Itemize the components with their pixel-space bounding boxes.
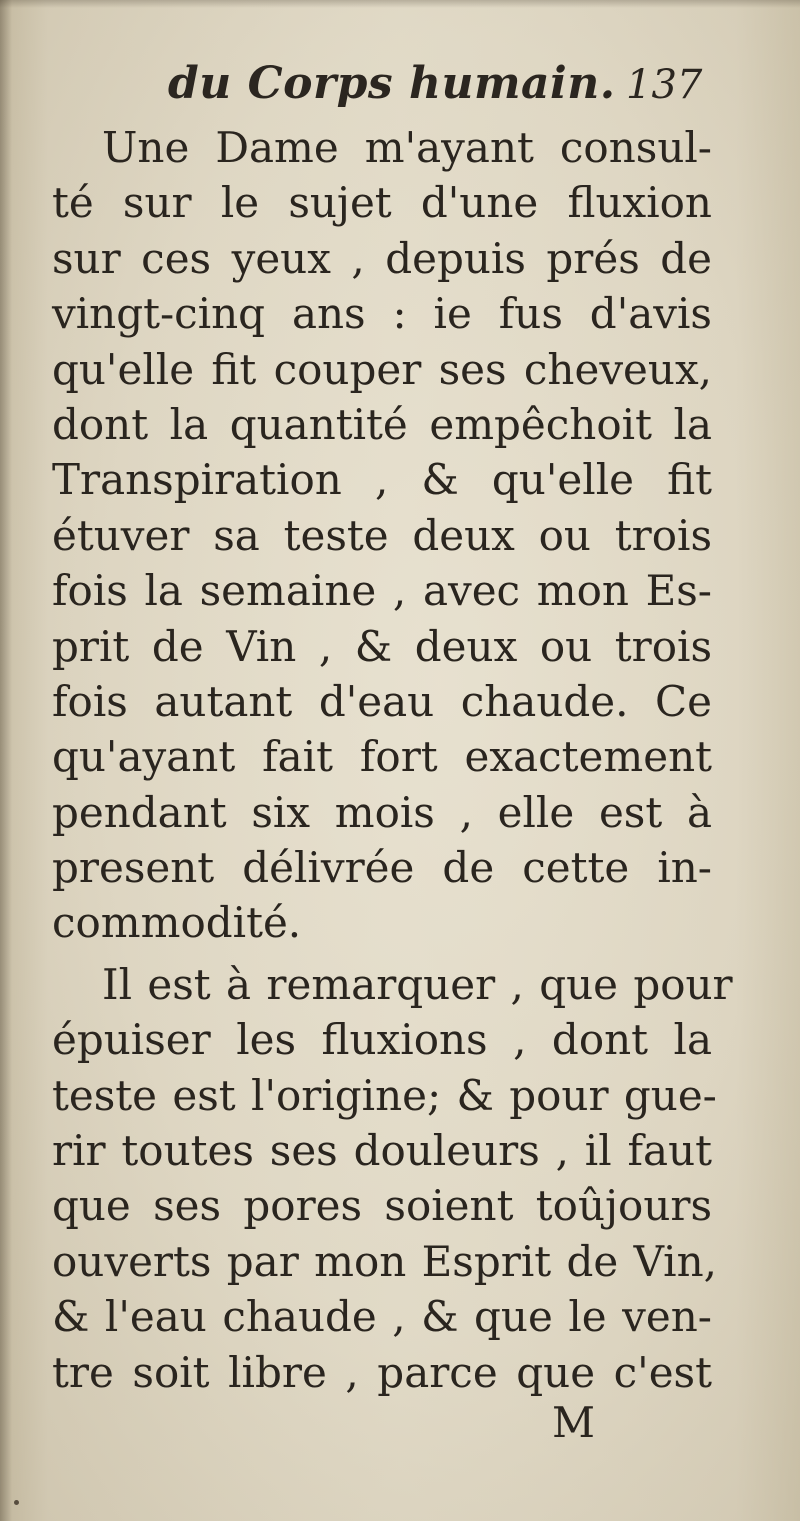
page-number: 137 xyxy=(626,62,703,108)
text-line: dont la quantité empêchoit la xyxy=(52,399,712,449)
text-line: étuver sa teste deux ou trois xyxy=(52,510,712,560)
page-edge-shadow xyxy=(0,0,12,1521)
text-line: prit de Vin , & deux ou trois xyxy=(52,621,712,671)
text-line: fois la semaine , avec mon Es- xyxy=(52,566,712,616)
text-line: tre soit libre , parce que c'est xyxy=(52,1347,712,1397)
ink-speck xyxy=(14,1500,19,1505)
body-text xyxy=(52,120,733,1400)
text-line: commodité. xyxy=(52,898,302,948)
text-line: present délivrée de cette in- xyxy=(52,843,712,893)
text-line: Une Dame m'ayant consul- xyxy=(102,123,712,172)
text-line: fois autant d'eau chaude. Ce xyxy=(52,676,712,726)
text-line: qu'elle fit couper ses cheveux, xyxy=(52,344,712,394)
text-line: Il est à remarquer , que pour xyxy=(102,959,733,1009)
text-line: ouverts par mon Esprit de Vin, xyxy=(52,1236,717,1286)
text-line: qu'ayant fait fort exactement xyxy=(52,732,712,782)
text-line: sur ces yeux , depuis prés de xyxy=(52,233,712,283)
text-line: rir toutes ses douleurs , il faut xyxy=(52,1126,712,1176)
catchword: M xyxy=(552,1398,596,1447)
text-line: vingt-cinq ans : ie fus d'avis xyxy=(52,289,712,339)
text-line: teste est l'origine; & pour gue- xyxy=(52,1070,717,1120)
text-line: que ses pores soient toûjours xyxy=(52,1181,712,1231)
text-line: Transpiration , & qu'elle fit xyxy=(52,455,712,505)
page-top-shadow xyxy=(0,0,800,8)
text-line: & l'eau chaude , & que le ven- xyxy=(52,1292,712,1342)
text-line: épuiser les fluxions , dont la xyxy=(52,1015,712,1065)
running-head: du Corps humain. xyxy=(168,58,616,109)
text-line: pendant six mois , elle est à xyxy=(52,787,712,837)
text-line: té sur le sujet d'une fluxion xyxy=(52,178,712,228)
